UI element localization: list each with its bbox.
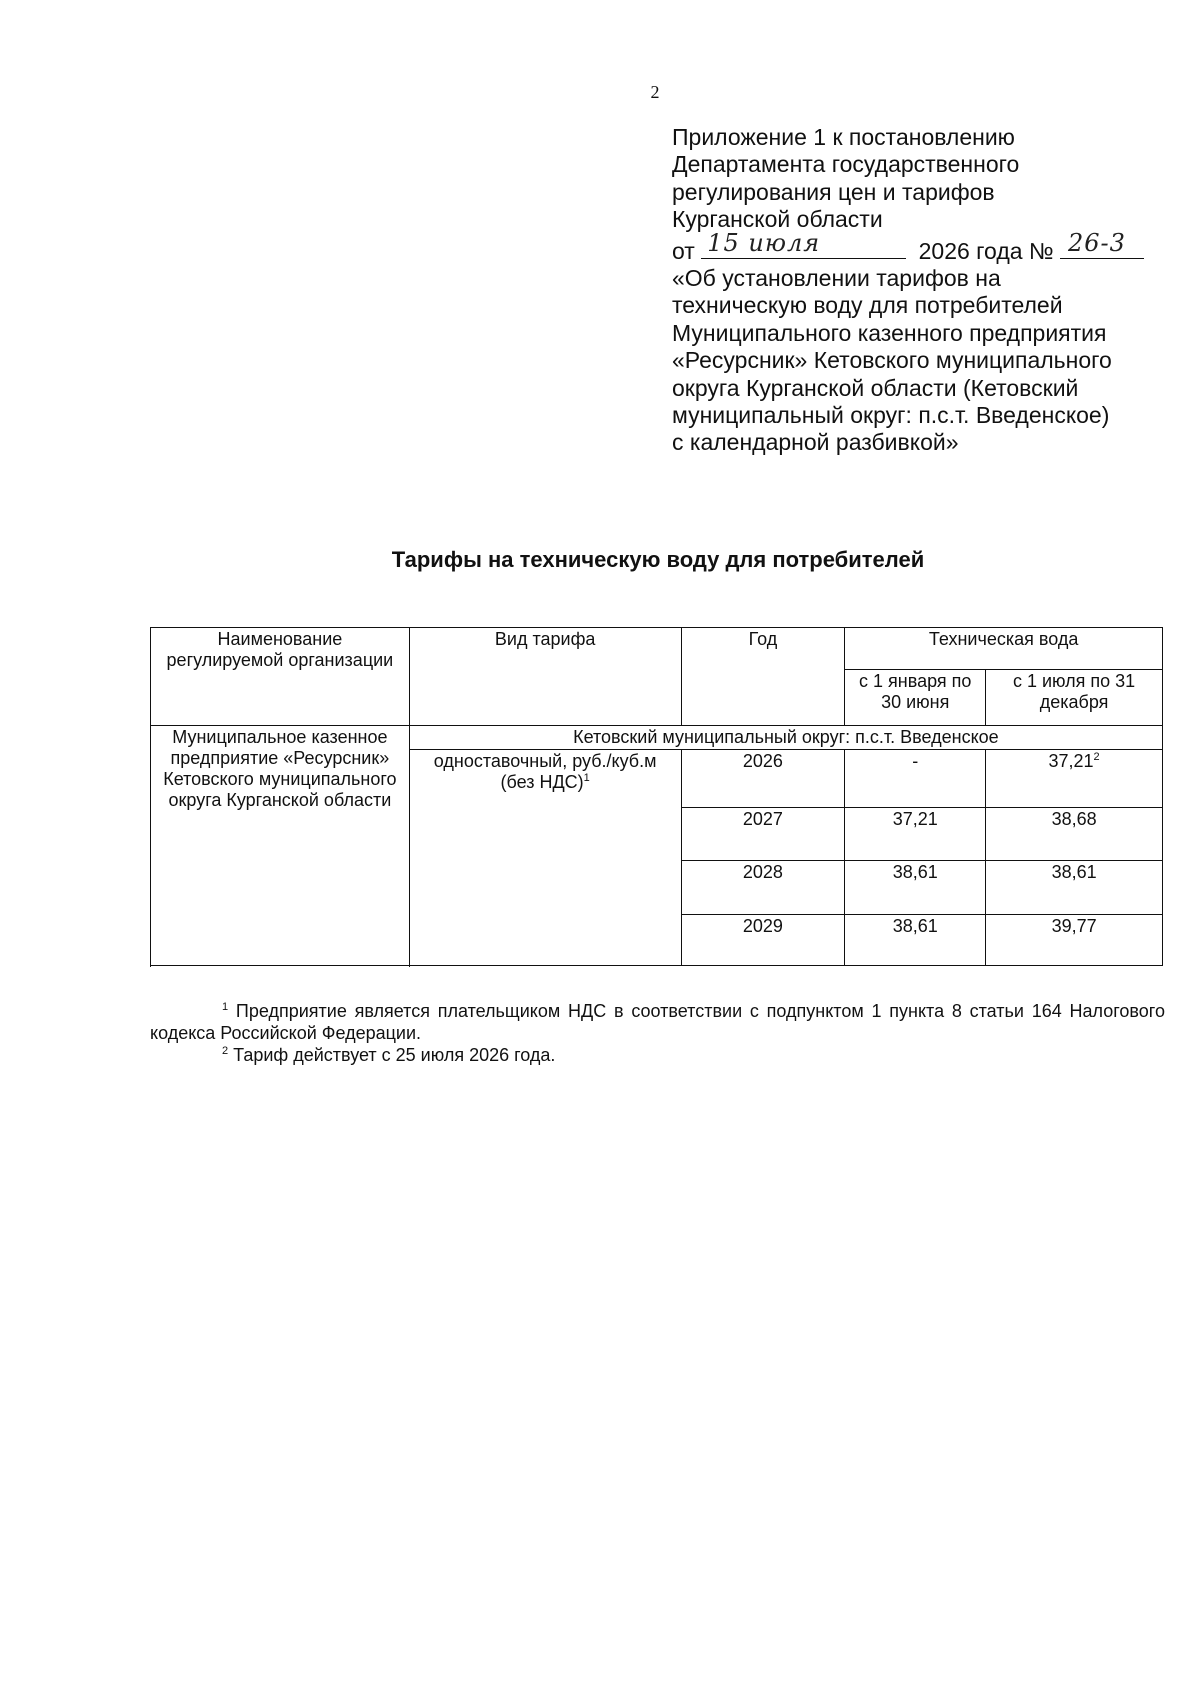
organization-cell: Муниципальное казенное предприятие «Ресурсник» Кетовского муниципального округа Курганской области <box>151 726 410 966</box>
year-cell: 2026 <box>681 750 845 808</box>
tariff-value: 38,68 <box>986 808 1163 861</box>
appendix-line: регулирования цен и тарифов <box>672 178 995 205</box>
header-period-1: с 1 января по 30 июня <box>845 670 986 726</box>
resolution-title-line: «Об установлении тарифов на <box>672 265 1001 292</box>
tariff-value: 39,77 <box>986 915 1163 966</box>
header-org: Наименование регулируемой организации <box>151 628 410 726</box>
footnote-text: Тариф действует с 25 июля 2026 года. <box>233 1045 556 1065</box>
tariff-value: 37,21 <box>845 808 986 861</box>
year-cell: 2027 <box>681 808 845 861</box>
tariff-value-text: 37,21 <box>1048 751 1094 771</box>
date-prefix: от <box>672 237 695 264</box>
footnote-2 <box>150 1044 1165 1066</box>
resolution-title-line: округа Курганской области (Кетовский <box>672 374 1079 401</box>
footnote-ref: 1 <box>583 772 590 784</box>
appendix-line: Департамента государственного <box>672 151 1020 178</box>
appendix-header <box>672 124 1172 457</box>
header-year: Год <box>681 628 845 726</box>
footnote-ref: 2 <box>1093 751 1100 763</box>
appendix-line: Курганской области <box>672 206 883 233</box>
year-cell: 2029 <box>681 915 845 966</box>
resolution-title-line: техническую воду для потребителей <box>672 292 1063 319</box>
resolution-title-line: «Ресурсник» Кетовского муниципального <box>672 347 1112 374</box>
tariff-type-text: одноставочный, руб./куб.м (без НДС) <box>433 751 657 792</box>
header-tariff-type: Вид тарифа <box>409 628 681 726</box>
header-tech-water: Техническая вода <box>845 628 1163 670</box>
footnote-text: Предприятие является плательщиком НДС в соответствии с подпунктом 1 пункта 8 статьи 164 Налогового кодекса Российской Федерации. <box>150 1001 1165 1043</box>
footnote-1 <box>150 1000 1165 1044</box>
footnote-mark: 2 <box>222 1045 229 1057</box>
tariff-value <box>986 750 1163 808</box>
resolution-title-line: с календарной разбивкой» <box>672 429 959 456</box>
appendix-line: Приложение 1 к постановлению <box>672 124 1015 150</box>
handwritten-date: 15 июля <box>707 229 821 258</box>
number-blank <box>1060 229 1144 259</box>
territory-cell: Кетовский муниципальный округ: п.с.т. Введенское <box>409 726 1162 750</box>
date-blank <box>701 229 906 259</box>
tariffs-table <box>150 627 1163 966</box>
handwritten-number: 26-3 <box>1068 229 1126 258</box>
page-number: 2 <box>650 82 660 102</box>
tariff-type-cell <box>409 750 681 966</box>
footnote-mark: 1 <box>222 1001 229 1013</box>
resolution-title-line: муниципальный округ: п.с.т. Введенское) <box>672 402 1110 429</box>
tariff-value: 38,61 <box>845 861 986 915</box>
date-line <box>672 229 1172 265</box>
year-text: 2026 года № <box>918 237 1054 264</box>
header-period-2: с 1 июля по 31 декабря <box>986 670 1163 726</box>
table-title: Тарифы на техническую воду для потребителей <box>391 547 925 572</box>
tariff-value: 38,61 <box>845 915 986 966</box>
tariff-value: - <box>845 750 986 808</box>
tariff-value: 38,61 <box>986 861 1163 915</box>
footnotes <box>150 1000 1165 1066</box>
resolution-title-line: Муниципального казенного предприятия <box>672 319 1107 346</box>
year-cell: 2028 <box>681 861 845 915</box>
